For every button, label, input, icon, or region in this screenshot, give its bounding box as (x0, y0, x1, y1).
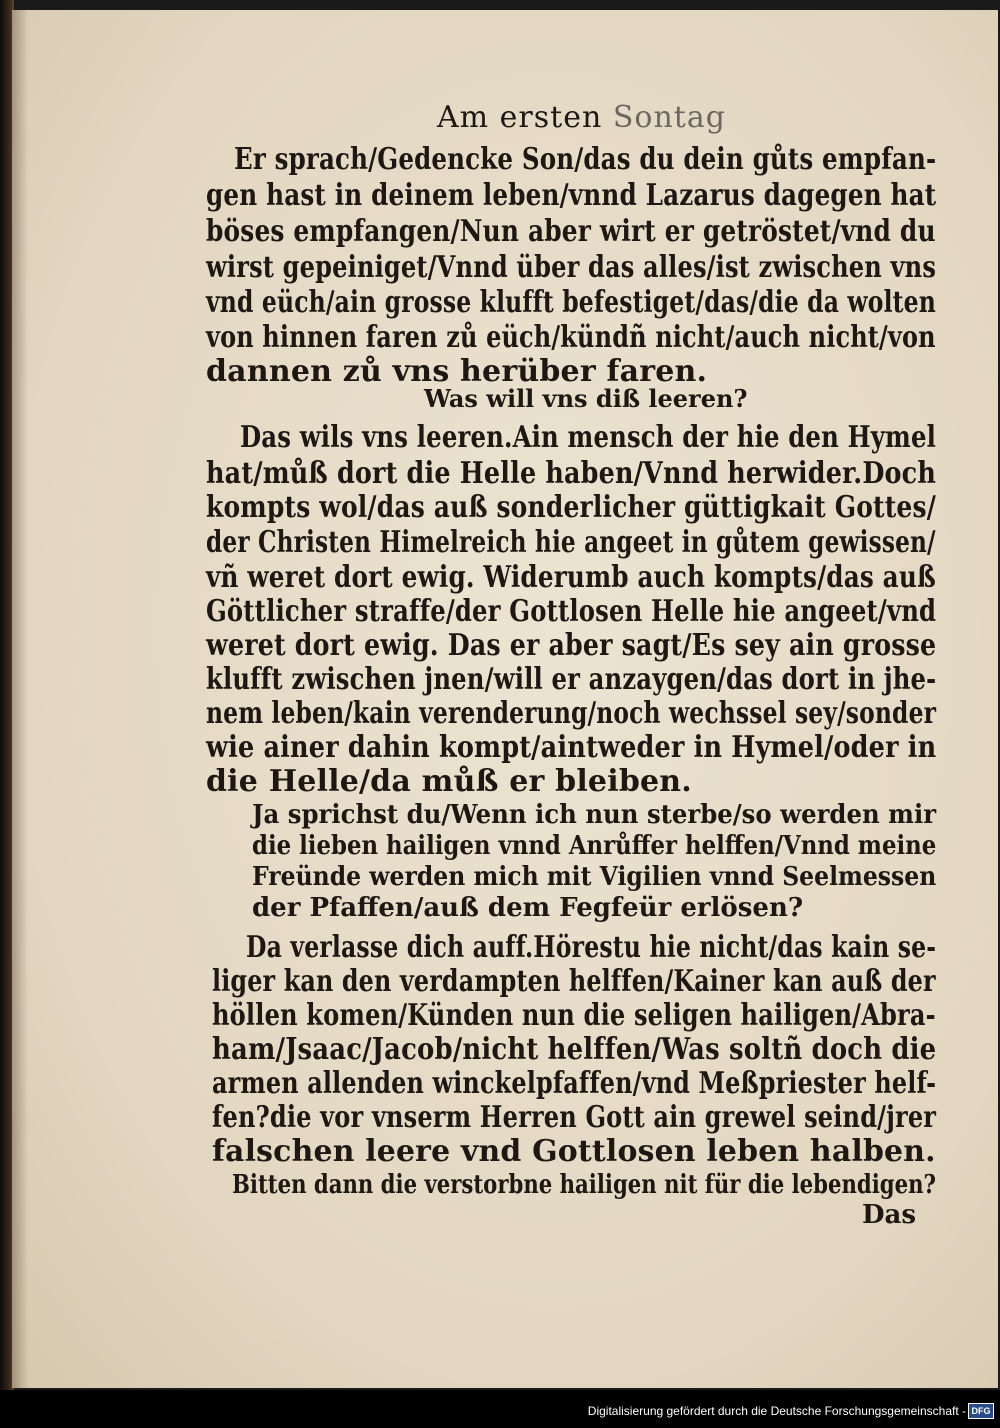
text-line: nem leben/kain verenderung/noch wechssel sey/sonder (206, 696, 937, 731)
text-line: vñ weret dort ewig. Widerumb auch kompts/das auß (206, 560, 936, 595)
running-head-faded: Sontag (612, 100, 726, 135)
text-line: fen?die vor vnserm Herren Gott ain grewel seind/jrer (212, 1100, 937, 1135)
text-line: wie ainer dahin kompt/aintweder in Hymel/oder in (206, 730, 937, 765)
text-line: Da verlasse dich auff.Hörestu hie nicht/das kain se- (246, 930, 937, 965)
text-line: gen hast in deinem leben/vnnd Lazarus dagegen hat (206, 178, 937, 213)
text-line: liger kan den verdampten helffen/Kainer kan auß der (212, 964, 936, 999)
running-head-main: Am ersten (437, 100, 603, 135)
dfg-logo: DFG (968, 1403, 994, 1419)
text-line: dannen zů vns herüber faren. (206, 354, 708, 389)
text-line: die Helle/da můß er bleiben. (206, 764, 692, 799)
text-line: die lieben hailigen vnnd Anrůffer helffen/Vnnd meine (252, 831, 937, 861)
text-line: der Christen Himelreich hie angeet in gůtem gewissen/ (206, 525, 936, 560)
text-line: böses empfangen/Nun aber wirt er getröstet/vnd du (206, 214, 936, 249)
funding-notice: Digitalisierung gefördert durch die Deutsche Forschungsgemeinschaft - (587, 1404, 966, 1418)
text-line: Göttlicher straffe/der Gottlosen Helle hie angeet/vnd (206, 594, 937, 629)
text-line: höllen komen/Künden nun die seligen hailigen/Abra- (212, 998, 936, 1033)
running-head (437, 100, 726, 135)
closing-question: Bitten dann die verstorbne hailigen nit für die lebendigen? (232, 1170, 936, 1200)
section-question: Was will vns diß leeren? (424, 384, 748, 413)
text-line: ham/Jsaac/Jacob/nicht helffen/Was soltñ doch die (212, 1032, 937, 1067)
page-shadow (12, 10, 28, 1388)
text-line: Das wils vns leeren.Ain mensch der hie den Hymel (240, 420, 936, 455)
text-line: klufft zwischen jnen/will er anzaygen/das dort in jhe- (206, 662, 937, 697)
text-line: armen allenden winckelpfaffen/vnd Meßpriester helf- (212, 1066, 937, 1101)
text-line: vnd eüch/ain grosse klufft befestiget/das/die da wolten (206, 285, 936, 320)
text-line: falschen leere vnd Gottlosen leben halben. (212, 1134, 936, 1169)
text-line: weret dort ewig. Das er aber sagt/Es sey ain grosse (206, 628, 937, 663)
text-line: wirst gepeiniget/Vnnd über das alles/ist zwischen vns (206, 250, 937, 285)
catchword: Das (862, 1200, 917, 1230)
text-line: von hinnen faren zů eüch/kündñ nicht/auch nicht/von (206, 320, 936, 355)
text-line: der Pfaffen/auß dem Fegfeür erlösen? (252, 893, 804, 923)
text-line: Freünde werden mich mit Vigilien vnnd Seelmessen (252, 862, 937, 892)
text-line: Ja sprichst du/Wenn ich nun sterbe/so werden mir (252, 800, 937, 830)
text-line: hat/můß dort die Helle haben/Vnnd herwider.Doch (206, 456, 937, 491)
text-line: kompts wol/das auß sonderlicher güttigkait Gottes/ (206, 490, 936, 525)
text-line: Er sprach/Gedencke Son/das du dein gůts empfan- (234, 142, 937, 177)
